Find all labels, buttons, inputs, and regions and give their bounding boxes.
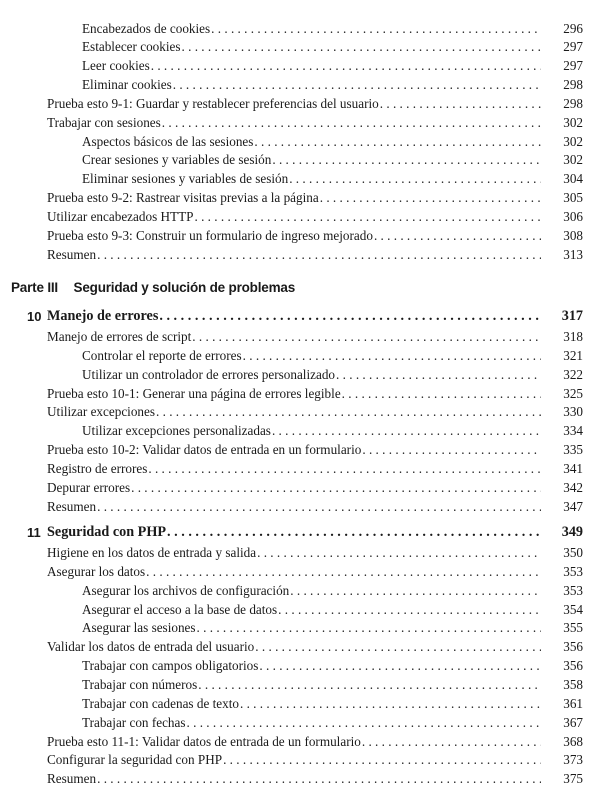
toc-entry (0, 132, 600, 151)
entry-title: Prueba esto 10-2: Validar datos de entrada en un formulario (47, 442, 362, 458)
entry-title: Prueba esto 11-1: Validar datos de entrada de un formulario (47, 733, 361, 749)
entry-title: Higiene en los datos de entrada y salida (47, 545, 257, 560)
toc-entry (0, 421, 600, 440)
dot-leader (173, 75, 541, 94)
dot-leader (182, 37, 542, 56)
entry-title: Prueba esto 10-1: Generar una página de errores legible (47, 385, 341, 401)
page-number: 361 (563, 695, 583, 711)
dot-leader (97, 769, 541, 788)
toc-entry (0, 440, 600, 459)
toc-entry (0, 346, 600, 365)
dot-leader (198, 675, 541, 694)
page-number: 302 (563, 114, 583, 130)
toc-entry (0, 694, 600, 713)
dot-leader (380, 94, 541, 113)
page-number: 313 (563, 246, 583, 262)
entry-title: Depurar errores (47, 479, 131, 495)
page-number: 375 (563, 771, 583, 787)
entry-title: Leer cookies (82, 58, 150, 74)
page-number: 298 (563, 95, 583, 111)
toc-entry (0, 732, 600, 751)
dot-leader (187, 713, 541, 732)
page-number: 298 (563, 77, 583, 93)
dot-leader (243, 346, 541, 365)
page-number: 297 (563, 39, 583, 55)
entry-title: Aspectos básicos de las sesiones (82, 133, 254, 149)
dot-leader (259, 656, 541, 675)
page-number: 358 (563, 676, 583, 692)
page-number: 350 (563, 545, 583, 560)
entry-title: Eliminar sesiones y variables de sesión (82, 171, 289, 187)
entry-title: Utilizar encabezados HTTP (47, 209, 194, 224)
page-number: 321 (563, 347, 583, 363)
page-number: 355 (563, 620, 583, 636)
dot-leader (254, 132, 541, 151)
page-number: 318 (563, 329, 583, 344)
page-number: 342 (563, 479, 583, 495)
toc-entry (0, 245, 600, 264)
page-number: 373 (563, 752, 583, 768)
toc-entry (0, 169, 600, 188)
entry-title: Resumen (47, 498, 97, 514)
toc-entry (0, 188, 600, 207)
page-number: 322 (563, 366, 583, 382)
page-number: 305 (563, 190, 583, 206)
dot-leader (362, 732, 541, 751)
toc-entry (0, 618, 600, 637)
toc-entry (0, 150, 600, 169)
dot-leader (148, 459, 541, 478)
entry-title: Establecer cookies (82, 39, 181, 55)
dot-leader (146, 562, 541, 581)
dot-leader (194, 207, 541, 226)
dot-leader (240, 694, 541, 713)
toc-entry (0, 637, 600, 656)
page-number: 302 (563, 152, 583, 168)
dot-leader (192, 327, 541, 346)
entry-title: Prueba esto 9-2: Rastrear visitas previas a la página (47, 190, 319, 206)
entry-title: Asegurar los archivos de configuración (82, 582, 290, 598)
dot-leader (197, 618, 541, 637)
chapter-title: Manejo de errores (47, 308, 159, 324)
entry-title: Utilizar excepciones (47, 404, 156, 420)
page-number: 335 (563, 442, 583, 458)
part-label: Parte III (11, 280, 58, 295)
page-number: 368 (563, 733, 583, 749)
toc-entry (0, 226, 600, 245)
dot-leader (272, 421, 541, 440)
entry-title: Trabajar con números (82, 676, 198, 692)
entry-title: Asegurar el acceso a la base de datos (82, 601, 278, 617)
dot-leader (362, 440, 541, 459)
entry-title: Utilizar un controlador de errores personalizado (82, 366, 336, 382)
toc-entry (0, 37, 600, 56)
dot-leader (167, 523, 541, 542)
page-number: 356 (563, 658, 583, 674)
chapter-number: 10 (27, 309, 42, 324)
entry-title: Resumen (47, 771, 97, 787)
dot-leader (255, 637, 541, 656)
toc-entry (0, 327, 600, 346)
toc-entry (0, 459, 600, 478)
page-number: 306 (563, 209, 583, 224)
toc-entry (0, 581, 600, 600)
toc-entry (0, 365, 600, 384)
toc-entry (0, 769, 600, 788)
toc-entry (0, 94, 600, 113)
entry-title: Prueba esto 9-1: Guardar y restablecer preferencias del usuario (47, 95, 379, 111)
dot-leader (320, 188, 541, 207)
entry-title: Validar los datos de entrada del usuario (47, 639, 255, 655)
toc-entry (0, 75, 600, 94)
part-title: Seguridad y solución de problemas (73, 280, 295, 295)
dot-leader (257, 543, 541, 562)
entry-title: Prueba esto 9-3: Construir un formulario de ingreso mejorado (47, 227, 373, 243)
toc-entry (0, 497, 600, 516)
dot-leader (289, 169, 541, 188)
page-number: 297 (563, 58, 583, 74)
entry-title: Trabajar con sesiones (47, 114, 161, 130)
page-number: 347 (563, 498, 583, 514)
page-number: 296 (563, 20, 583, 36)
chapter-title: Seguridad con PHP (47, 524, 167, 540)
entry-title: Crear sesiones y variables de sesión (82, 152, 272, 168)
toc-entry (0, 19, 600, 38)
part-heading (11, 280, 295, 295)
toc-entry (0, 56, 600, 75)
page-number: 353 (563, 582, 583, 598)
toc-entry (0, 543, 600, 562)
entry-title: Encabezados de cookies (82, 20, 211, 36)
entry-title: Eliminar cookies (82, 77, 172, 93)
dot-leader (336, 365, 541, 384)
chapter-entry (0, 523, 600, 542)
page-number: 341 (563, 460, 583, 476)
toc-entry (0, 750, 600, 769)
entry-title: Trabajar con cadenas de texto (82, 695, 239, 711)
chapter-entry (0, 307, 600, 326)
page-number: 349 (561, 524, 583, 540)
dot-leader (290, 581, 541, 600)
entry-title: Registro de errores (47, 460, 148, 476)
toc-entry (0, 713, 600, 732)
toc-entry (0, 656, 600, 675)
page-number: 334 (563, 423, 583, 439)
dot-leader (97, 245, 541, 264)
page-number: 317 (561, 308, 583, 324)
page-number: 308 (563, 227, 583, 243)
page-number: 330 (563, 404, 583, 420)
entry-title: Trabajar con campos obligatorios (82, 658, 259, 674)
toc-entry (0, 675, 600, 694)
toc-entry (0, 113, 600, 132)
dot-leader (151, 56, 541, 75)
toc-entry (0, 478, 600, 497)
page-number: 353 (563, 563, 583, 579)
dot-leader (342, 384, 541, 403)
entry-title: Utilizar excepciones personalizadas (82, 423, 271, 439)
page-number: 356 (563, 639, 583, 655)
entry-title: Trabajar con fechas (82, 714, 186, 730)
dot-leader (278, 600, 541, 619)
toc-entry (0, 207, 600, 226)
dot-leader (156, 402, 541, 421)
page-number: 367 (563, 714, 583, 730)
dot-leader (211, 19, 541, 38)
chapter-number: 11 (27, 525, 41, 540)
entry-title: Resumen (47, 246, 97, 262)
toc-entry (0, 402, 600, 421)
toc-entry (0, 562, 600, 581)
dot-leader (374, 226, 541, 245)
page-number: 302 (563, 133, 583, 149)
dot-leader (131, 478, 541, 497)
dot-leader (223, 750, 541, 769)
toc-entry (0, 384, 600, 403)
page-number: 354 (563, 601, 583, 617)
entry-title: Manejo de errores de script (47, 329, 192, 344)
page-number: 325 (563, 385, 583, 401)
entry-title: Asegurar los datos (47, 563, 146, 579)
page-number: 304 (563, 171, 583, 187)
dot-leader (97, 497, 541, 516)
dot-leader (272, 150, 541, 169)
toc-entry (0, 600, 600, 619)
dot-leader (162, 113, 541, 132)
entry-title: Controlar el reporte de errores (82, 347, 242, 363)
entry-title: Asegurar las sesiones (82, 620, 196, 636)
dot-leader (159, 307, 541, 326)
entry-title: Configurar la seguridad con PHP (47, 752, 223, 768)
